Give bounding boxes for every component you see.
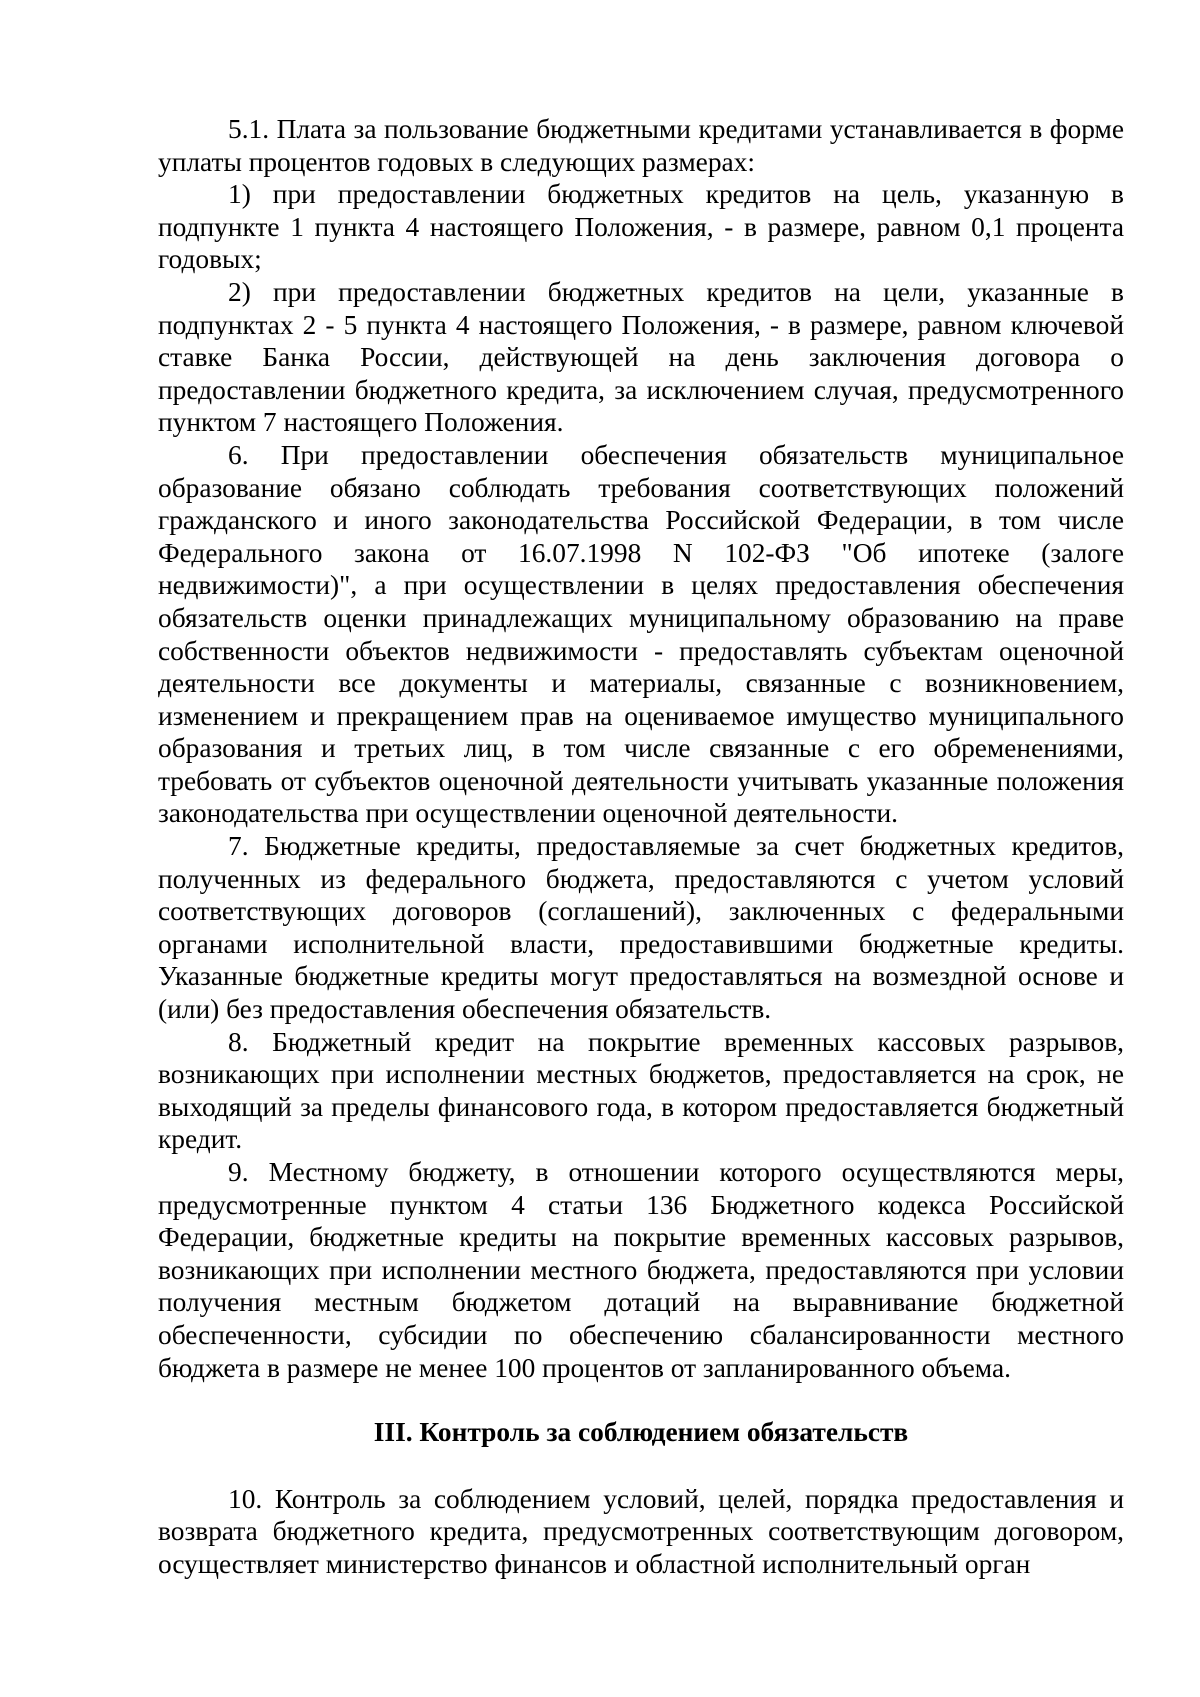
paragraph-5-1: 5.1. Плата за пользование бюджетными кредитами устанавливается в форме уплаты процентов годовых в следующих размерах: xyxy=(158,114,1124,177)
document-body xyxy=(158,113,1124,1581)
paragraph-6: 6. При предоставлении обеспечения обязательств муниципальное образование обязано соблюдать требования соответствующих положений гражданского и иного законодательства Российской Федерации, в том числе Федерального закона от 16.07.1998 N 102-ФЗ "Об ипотеке (залоге недвижимости)", а при осуществлении в целях предоставления обеспечения обязательств оценки принадлежащих муниципальному образованию на праве собственности объектов недвижимости - предоставлять субъектам оценочной деятельности все документы и материалы, связанные с возникновением, изменением и прекращением прав на оцениваемое имущество муниципального образования и третьих лиц, в том числе связанные с его обременениями, требовать от субъектов оценочной деятельности учитывать указанные положения законодательства при осуществлении оценочной деятельности. xyxy=(158,439,1124,829)
paragraph-7: 7. Бюджетные кредиты, предоставляемые за счет бюджетных кредитов, полученных из федерального бюджета, предоставляются с учетом условий соответствующих договоров (соглашений), заключенных с федеральными органами исполнительной власти, предоставившими бюджетные кредиты. Указанные бюджетные кредиты могут предоставляться на возмездной основе и (или) без предоставления обеспечения обязательств. xyxy=(158,831,1124,1025)
paragraph-10: 10. Контроль за соблюдением условий, целей, порядка предоставления и возврата бюджетного кредита, предусмотренных соответствующим договором, осуществляет министерство финансов и областной исполнительный орган xyxy=(158,1483,1124,1579)
paragraph-8: 8. Бюджетный кредит на покрытие временных кассовых разрывов, возникающих при исполнении местных бюджетов, предоставляется на срок, не выходящий за пределы финансового года, в котором предоставляется бюджетный кредит. xyxy=(158,1026,1124,1155)
paragraph-5-1-item-2: 2) при предоставлении бюджетных кредитов на цели, указанные в подпунктах 2 - 5 пункта 4 настоящего Положения, - в размере, равном ключевой ставке Банка России, действующей на день заключения договора о предоставлении бюджетного кредита, за исключением случая, предусмотренного пунктом 7 настоящего Положения. xyxy=(158,276,1124,438)
paragraph-9: 9. Местному бюджету, в отношении которого осуществляются меры, предусмотренные пунктом 4 статьи 136 Бюджетного кодекса Российской Федерации, бюджетные кредиты на покрытие временных кассовых разрывов, возникающих при исполнении местного бюджета, предоставляются при условии получения местным бюджетом дотаций на выравнивание бюджетной обеспеченности, субсидии по обеспечению сбалансированности местного бюджета в размере не менее 100 процентов от запланированного объема. xyxy=(158,1157,1124,1383)
paragraph-5-1-item-1: 1) при предоставлении бюджетных кредитов на цель, указанную в подпункте 1 пункта 4 настоящего Положения, - в размере, равном 0,1 процента годовых; xyxy=(158,179,1124,275)
section-heading: III. Контроль за соблюдением обязательств xyxy=(373,1417,909,1448)
